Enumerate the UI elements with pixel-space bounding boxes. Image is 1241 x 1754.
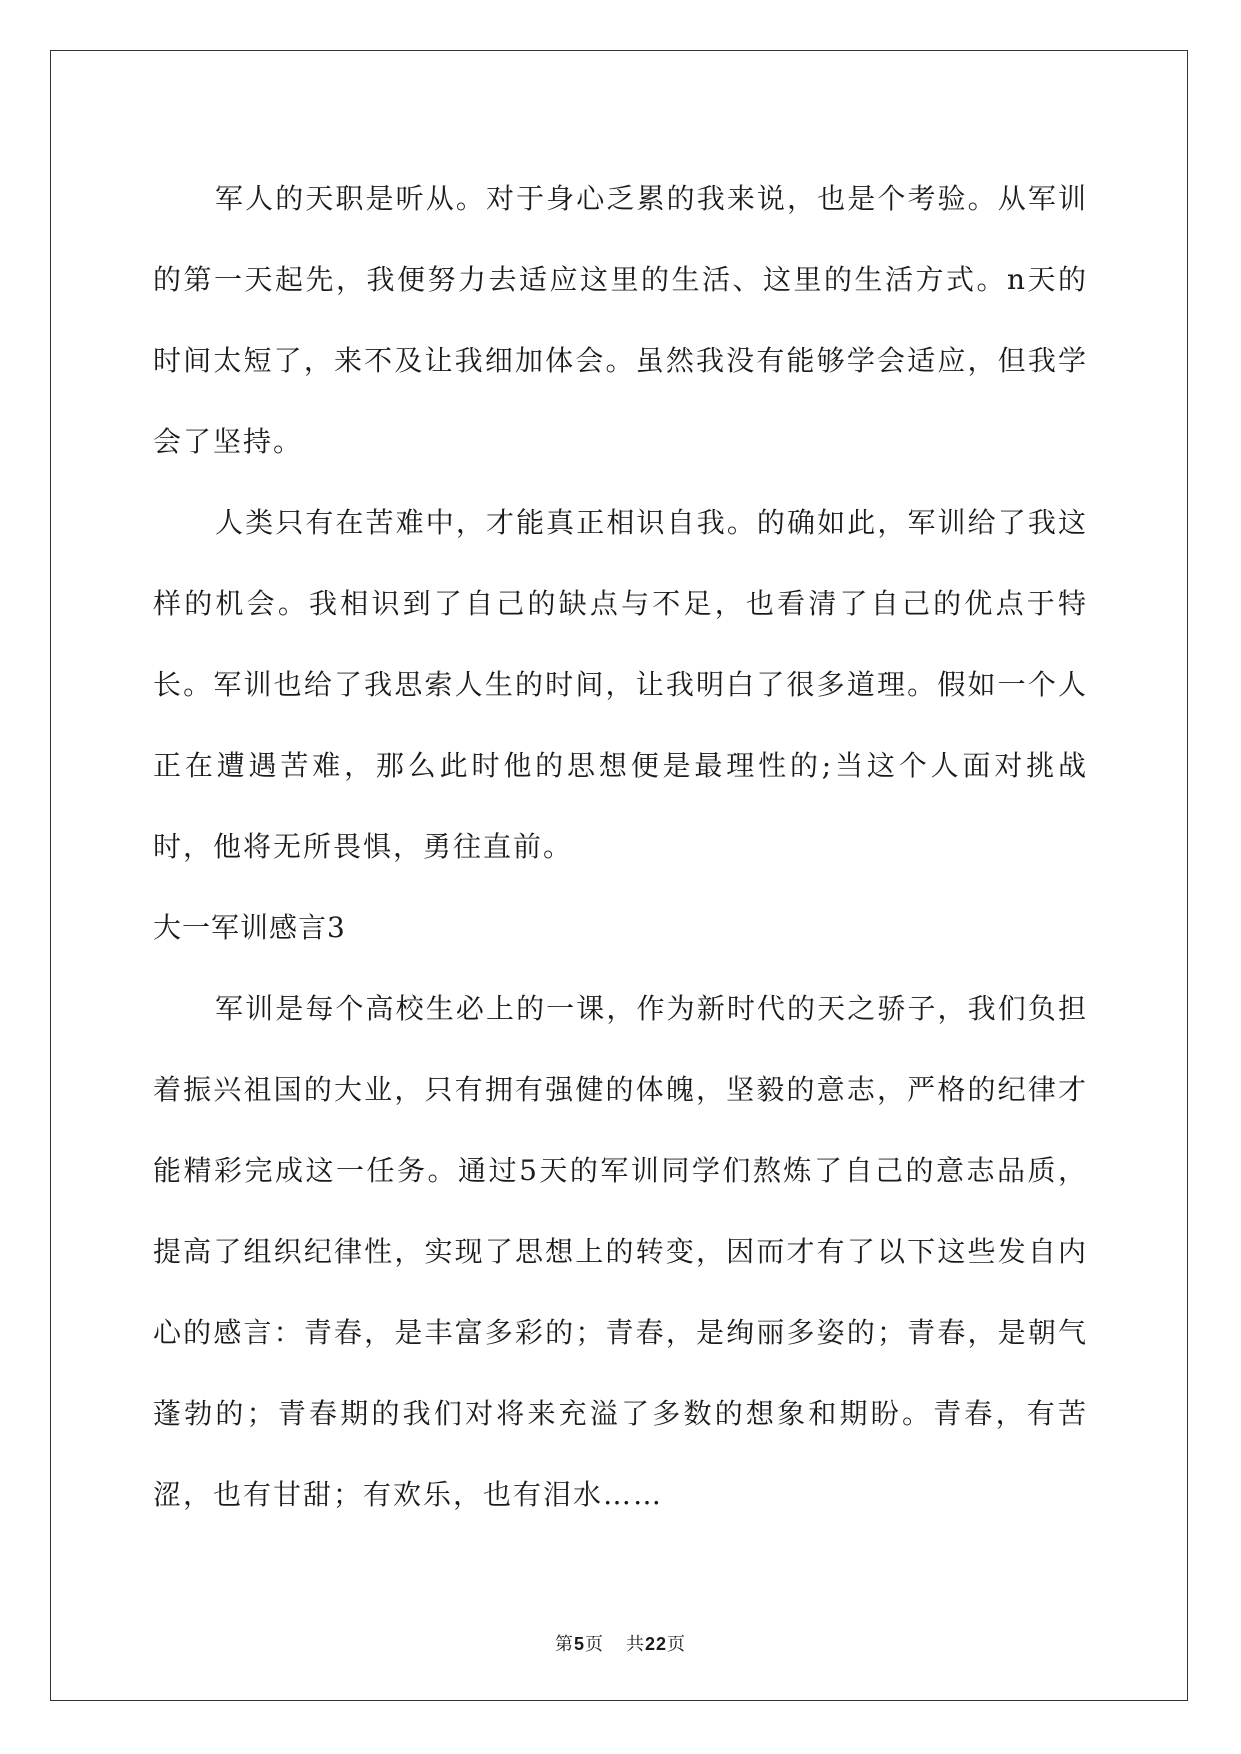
paragraph-2: 人类只有在苦难中，才能真正相识自我。的确如此，军训给了我这样的机会。我相识到了自己的缺点与不足，也看清了自己的优点于特长。军训也给了我思索人生的时间，让我明白了很多道理。假如一个人正在遭遇苦难，那么此时他的思想便是最理性的;当这个人面对挑战时，他将无所畏惧，勇往直前。 xyxy=(153,506,1088,863)
page-current: 5 xyxy=(573,1634,585,1654)
page-footer xyxy=(0,1630,1241,1656)
paragraph-1: 军人的天职是听从。对于身心乏累的我来说，也是个考验。从军训的第一天起先，我便努力去适应这里的生活、这里的生活方式。n天的时间太短了，来不及让我细加体会。虽然我没有能够学会适应，但我学会了坚持。 xyxy=(153,182,1088,458)
page-total: 22 xyxy=(644,1634,668,1654)
page-suffix: 页 xyxy=(584,1634,604,1655)
section-heading: 大一军训感言3 xyxy=(153,911,346,944)
total-prefix: 共 xyxy=(625,1634,645,1655)
page-prefix: 第 xyxy=(554,1634,574,1655)
total-suffix: 页 xyxy=(667,1634,687,1655)
document-body xyxy=(153,158,1088,1535)
paragraph-3: 军训是每个高校生必上的一课，作为新时代的天之骄子，我们负担着振兴祖国的大业，只有拥有强健的体魄，坚毅的意志，严格的纪律才能精彩完成这一任务。通过5天的军训同学们熬炼了自己的意志品质，提高了组织纪律性，实现了思想上的转变，因而才有了以下这些发自内心的感言：青春，是丰富多彩的；青春，是绚丽多姿的；青春，是朝气蓬勃的；青春期的我们对将来充溢了多数的想象和期盼。青春，有苦涩，也有甘甜；有欢乐，也有泪水…… xyxy=(153,992,1088,1511)
